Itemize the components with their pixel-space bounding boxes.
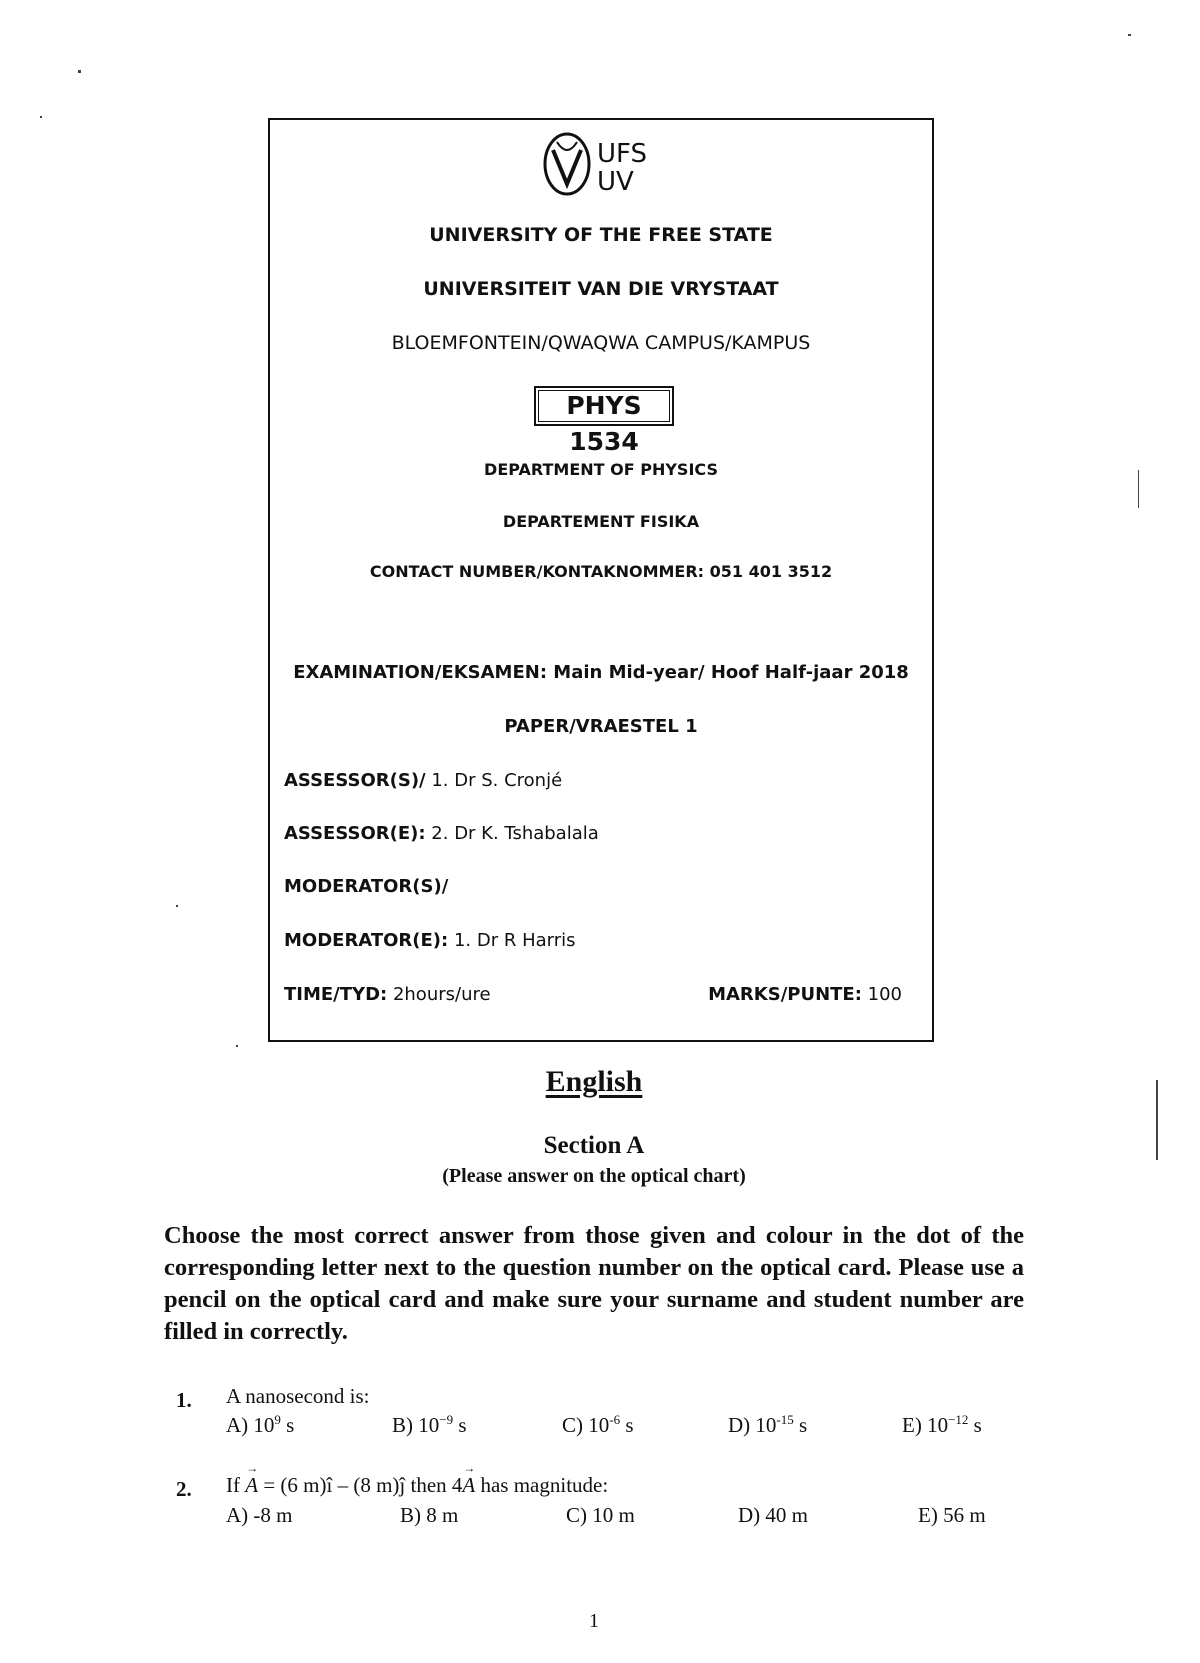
scan-speck (40, 116, 42, 118)
time-value: 2hours/ure (387, 984, 491, 1005)
time-label: TIME/TYD: (284, 984, 388, 1005)
examination-line: EXAMINATION/EKSAMEN: Main Mid-year/ Hoof Half-jaar 2018 (293, 662, 909, 683)
question-1-option-d: D) $10^{-15}$ s (728, 1412, 808, 1437)
moderator-label-1: MODERATOR(S)/ (284, 876, 449, 897)
scan-speck (78, 70, 81, 73)
department-af: DEPARTEMENT FISIKA (502, 512, 700, 531)
university-name-en: UNIVERSITY OF THE FREE STATE (429, 224, 773, 246)
time-row (284, 984, 491, 1005)
question-1-option-e: E) $10^{-12}$ s (902, 1412, 982, 1437)
university-name-af: UNIVERSITEIT VAN DIE VRYSTAAT (423, 278, 779, 300)
question-1-option-c: C) $10^{-6}$ s (562, 1412, 634, 1437)
scan-speck (1138, 470, 1139, 508)
page-number: 1 (589, 1610, 599, 1632)
logo-text-ufs: UFS (597, 139, 648, 169)
contact-number: CONTACT NUMBER/KONTAKNOMMER: 051 401 3512 (369, 562, 833, 581)
marks-label: MARKS/PUNTE: (708, 984, 862, 1005)
question-1-option-a: A) $10^9$ s (226, 1412, 295, 1437)
ufs-logo (270, 128, 932, 204)
exam-header-box (268, 118, 934, 1042)
scan-speck (176, 905, 178, 907)
vector-a-symbol: → A (245, 1473, 258, 1498)
question-1-number: 1. (176, 1388, 192, 1412)
assessor-value-2: 2. Dr K. Tshabalala (425, 823, 599, 844)
course-code-box (534, 386, 674, 456)
moderator-label-2: MODERATOR(E): (284, 930, 449, 951)
assessor-label-1: ASSESSOR(S)/ (284, 770, 426, 791)
scan-speck (236, 1045, 238, 1047)
moderator-row-1 (284, 876, 448, 897)
department-en: DEPARTMENT OF PHYSICS (484, 460, 718, 479)
marks-value: 100 (861, 984, 902, 1005)
section-title: Section A (543, 1132, 645, 1159)
vector-a-symbol: → A (462, 1473, 475, 1498)
section-note: (Please answer on the optical chart) (442, 1165, 746, 1187)
question-2-option-d: D) 40 m (738, 1503, 809, 1527)
moderator-row-2 (284, 930, 576, 951)
instructions-paragraph: Choose the most correct answer from those given and colour in the dot of the corresponding letter next to the question number on the optical card. Please use a pencil on the optical card and make sure your surname and student number are filled in correctly. (164, 1222, 1024, 1345)
question-1-text: A nanosecond is: (226, 1384, 370, 1408)
assessor-label-2: ASSESSOR(E): (284, 823, 426, 844)
course-code: PHYS 1534 (566, 391, 642, 456)
ufs-logo-icon (531, 128, 671, 204)
campus-name: BLOEMFONTEIN/QWAQWA CAMPUS/KAMPUS (391, 332, 811, 354)
question-2-option-c: C) 10 m (566, 1503, 635, 1527)
assessor-row-1 (284, 770, 562, 791)
question-2-option-e: E) 56 m (918, 1503, 986, 1527)
question-2-option-b: B) 8 m (400, 1503, 459, 1527)
assessor-value-1: 1. Dr S. Cronjé (425, 770, 563, 791)
logo-text-uv: UV (597, 167, 634, 197)
scan-speck (1128, 34, 1131, 36)
marks-row (708, 984, 902, 1005)
question-2-text: If → A = (6 m)î – (8 m)ĵ then 4→ A has magnitude: (226, 1473, 608, 1498)
moderator-value: 1. Dr R Harris (448, 930, 576, 951)
question-2-option-a: A) -8 m (226, 1503, 293, 1527)
language-heading: English (545, 1065, 643, 1098)
question-1-option-b: B) $10^{-9}$ s (392, 1412, 467, 1437)
question-2-number: 2. (176, 1477, 192, 1501)
paper-line: PAPER/VRAESTEL 1 (504, 716, 698, 737)
assessor-row-2 (284, 823, 599, 844)
